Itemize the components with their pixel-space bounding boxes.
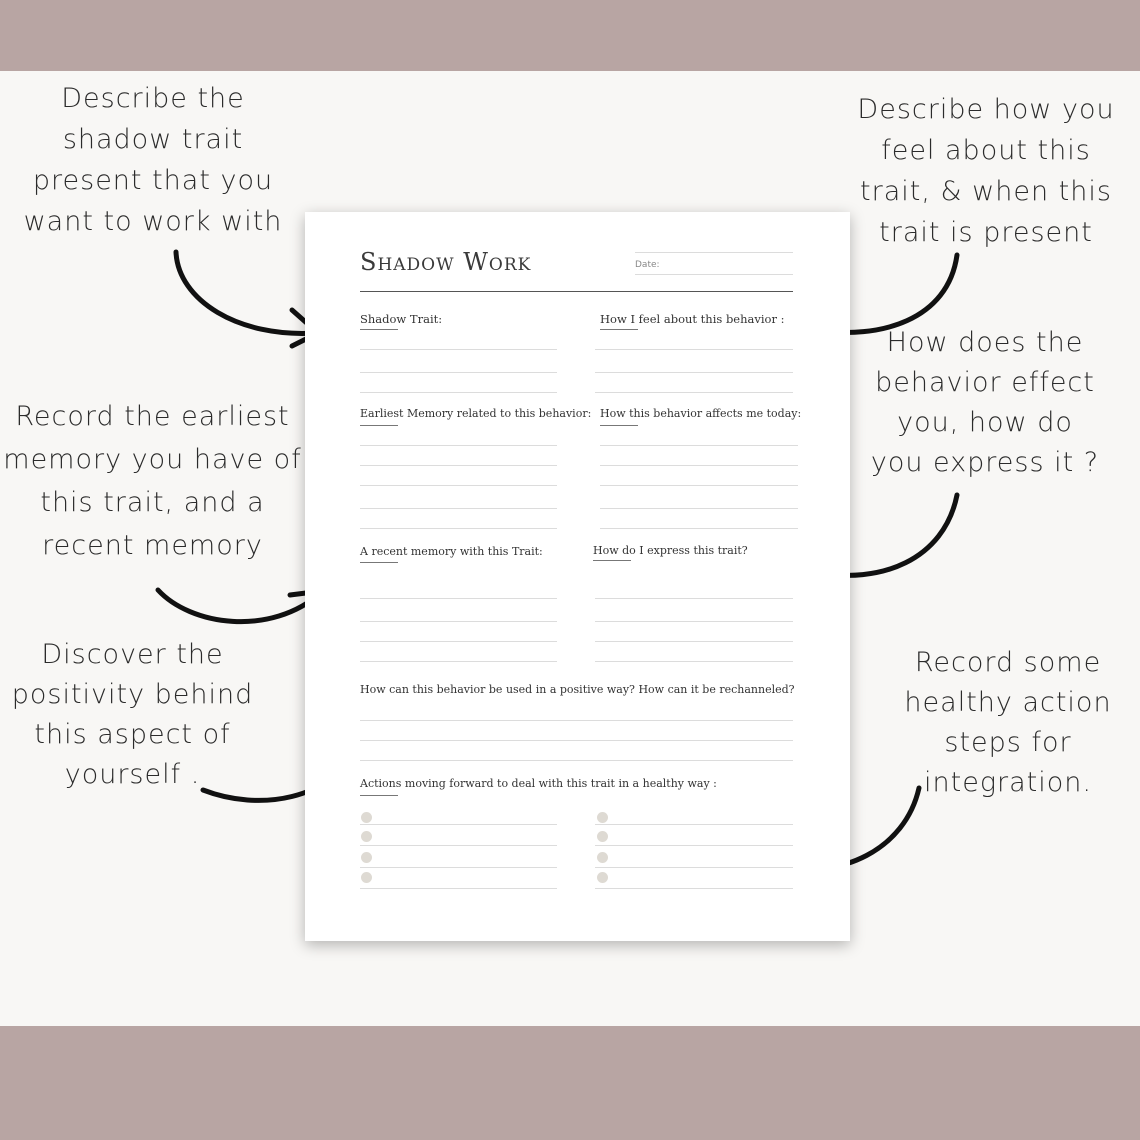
label-underline bbox=[593, 560, 631, 561]
arrow-to-memories bbox=[158, 590, 322, 622]
recent-memory-line[interactable] bbox=[360, 621, 557, 622]
action-line[interactable] bbox=[360, 824, 557, 825]
annotation-shadow-trait: Describe the shadow trait present that you want to work with bbox=[23, 83, 283, 237]
positive-label: How can this behavior be used in a positive way? How can it be rechanneled? bbox=[360, 683, 795, 696]
express-line[interactable] bbox=[595, 621, 793, 622]
express-line[interactable] bbox=[595, 641, 793, 642]
affects-line[interactable] bbox=[600, 528, 798, 529]
earliest-memory-line[interactable] bbox=[360, 485, 557, 486]
action-line[interactable] bbox=[595, 867, 793, 868]
action-line[interactable] bbox=[595, 824, 793, 825]
label-underline bbox=[360, 329, 398, 330]
bullet-dot bbox=[361, 872, 372, 883]
bullet-dot bbox=[361, 831, 372, 842]
date-field-line[interactable] bbox=[635, 274, 793, 275]
earliest-memory-line[interactable] bbox=[360, 508, 557, 509]
label-underline bbox=[600, 425, 638, 426]
earliest-memory-line[interactable] bbox=[360, 445, 557, 446]
positive-line[interactable] bbox=[360, 760, 793, 761]
date-line bbox=[635, 252, 793, 253]
annotation-feelings: Describe how you feel about this trait, & when this trait is present bbox=[857, 94, 1115, 248]
annotation-positivity: Discover the positivity behind this aspect of yourself . bbox=[11, 639, 254, 790]
title-divider bbox=[360, 291, 793, 292]
positive-line[interactable] bbox=[360, 740, 793, 741]
earliest-memory-line[interactable] bbox=[360, 465, 557, 466]
express-label: How do I express this trait? bbox=[593, 544, 748, 557]
recent-memory-line[interactable] bbox=[360, 661, 557, 662]
label-underline bbox=[360, 425, 398, 426]
annotation-action-steps: Record some healthy action steps for integration. bbox=[904, 647, 1112, 798]
affects-line[interactable] bbox=[600, 465, 798, 466]
label-underline bbox=[360, 562, 398, 563]
express-line[interactable] bbox=[595, 661, 793, 662]
arrow-to-shadow-trait bbox=[176, 252, 318, 346]
shadow-trait-line[interactable] bbox=[360, 349, 557, 350]
date-label: Date: bbox=[635, 260, 660, 270]
label-underline bbox=[600, 329, 638, 330]
action-line[interactable] bbox=[595, 845, 793, 846]
feel-line[interactable] bbox=[595, 392, 793, 393]
recent-memory-line[interactable] bbox=[360, 641, 557, 642]
bullet-dot bbox=[597, 831, 608, 842]
bullet-dot bbox=[361, 812, 372, 823]
recent-memory-line[interactable] bbox=[360, 598, 557, 599]
label-underline bbox=[360, 795, 398, 796]
affects-line[interactable] bbox=[600, 508, 798, 509]
bullet-dot bbox=[361, 852, 372, 863]
bullet-dot bbox=[597, 872, 608, 883]
action-line[interactable] bbox=[360, 888, 557, 889]
feel-label: How I feel about this behavior : bbox=[600, 312, 785, 326]
feel-line[interactable] bbox=[595, 372, 793, 373]
worksheet-title: Shadow Work bbox=[360, 248, 532, 276]
affects-label: How this behavior affects me today: bbox=[600, 407, 802, 420]
earliest-memory-line[interactable] bbox=[360, 528, 557, 529]
express-line[interactable] bbox=[595, 598, 793, 599]
earliest-memory-label: Earliest Memory related to this behavior: bbox=[360, 407, 592, 420]
shadow-trait-line[interactable] bbox=[360, 372, 557, 373]
shadow-trait-line[interactable] bbox=[360, 392, 557, 393]
actions-label: Actions moving forward to deal with this trait in a healthy way : bbox=[360, 777, 717, 790]
worksheet-page bbox=[305, 212, 850, 941]
affects-line[interactable] bbox=[600, 445, 798, 446]
bullet-dot bbox=[597, 812, 608, 823]
shadow-trait-label: Shadow Trait: bbox=[360, 312, 443, 326]
feel-line[interactable] bbox=[595, 349, 793, 350]
annotation-memories: Record the earliest memory you have of this trait, and a recent memory bbox=[3, 401, 302, 561]
bullet-dot bbox=[597, 852, 608, 863]
annotation-behavior-effect: How does the behavior effect you, how do you express it ? bbox=[870, 327, 1100, 478]
action-line[interactable] bbox=[360, 845, 557, 846]
action-line[interactable] bbox=[360, 867, 557, 868]
affects-line[interactable] bbox=[600, 485, 798, 486]
recent-memory-label: A recent memory with this Trait: bbox=[360, 545, 543, 558]
action-line[interactable] bbox=[595, 888, 793, 889]
positive-line[interactable] bbox=[360, 720, 793, 721]
